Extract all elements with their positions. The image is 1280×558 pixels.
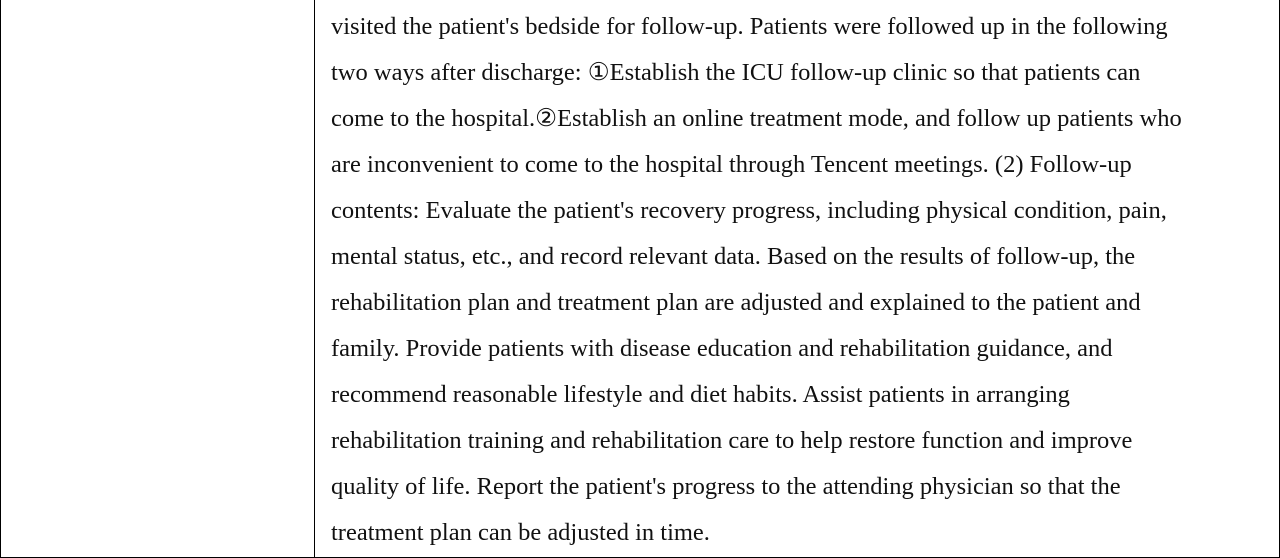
- text-line-5: contents: Evaluate the patient's recovery progress, including physical condition, pain,: [331, 197, 1167, 224]
- text-line-9: recommend reasonable lifestyle and diet habits. Assist patients in arranging: [331, 381, 1070, 408]
- table-cell-left: [1, 0, 315, 557]
- text-line-2: two ways after discharge: ①Establish the ICU follow-up clinic so that patients can: [331, 59, 1141, 86]
- text-line-7: rehabilitation plan and treatment plan are adjusted and explained to the patient and: [331, 289, 1141, 316]
- text-line-10: rehabilitation training and rehabilitation care to help restore function and improve: [331, 427, 1133, 454]
- text-line-8: family. Provide patients with disease education and rehabilitation guidance, and: [331, 335, 1113, 362]
- text-line-4: are inconvenient to come to the hospital through Tencent meetings. (2) Follow-up: [331, 151, 1132, 178]
- text-line-1: visited the patient's bedside for follow-up. Patients were followed up in the following: [331, 13, 1168, 40]
- text-line-3: come to the hospital.②Establish an online treatment mode, and follow up patients who: [331, 105, 1182, 132]
- text-line-6: mental status, etc., and record relevant data. Based on the results of follow-up, the: [331, 243, 1136, 270]
- table-cell-right: [315, 0, 1279, 557]
- text-line-11: quality of life. Report the patient's progress to the attending physician so that the: [331, 473, 1121, 500]
- text-line-12: treatment plan can be adjusted in time.: [331, 519, 710, 546]
